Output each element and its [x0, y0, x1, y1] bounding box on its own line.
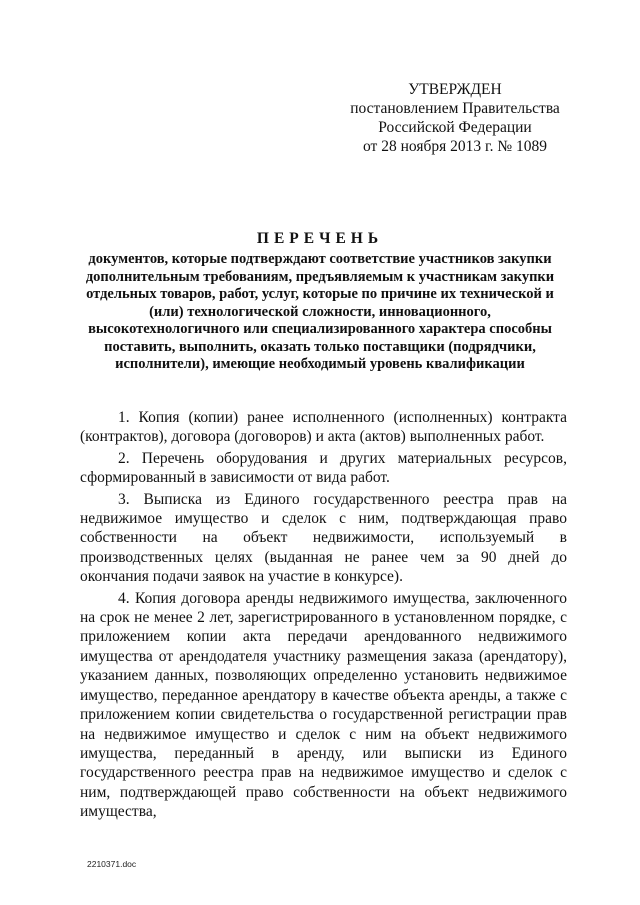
approval-line-1: постановлением Правительства: [350, 100, 560, 117]
list-item-4: 4. Копия договора аренды недвижимого имущества, заключенного на срок не менее 2 лет, зарегистрированного в установленном порядке, с приложением копии акта передачи арендованного недвижимого имущества от арендодателя участнику размещения заказа (арендатору), указанием данных, позволяющих определенно установить недвижимое имущество, переданное арендатору в качестве объекта аренды, а также с приложением копии свидетельства о государственной регистрации прав на недвижимое имущество и сделок с ним на объект недвижимого имущества, переданный в аренду, или выписки из Единого государственного реестра прав на недвижимое имущество и сделок с ним, подтверждающей право собственности на объект недвижимого имущества,: [80, 589, 567, 821]
file-name-footer: 2210371.doc: [87, 859, 137, 869]
document-body: [80, 408, 567, 822]
list-item-3: 3. Выписка из Единого государственного реестра прав на недвижимое имущество и сделок с ним, подтверждающая право собственности на объект недвижимости, используемый в производственных целях (выданная не ранее чем за 90 дней до окончания подачи заявок на участие в конкурсе).: [80, 490, 567, 586]
approval-line-2: Российской Федерации: [378, 119, 532, 136]
approval-line-3: от 28 ноября 2013 г. № 1089: [363, 138, 547, 155]
approval-block: [320, 80, 590, 156]
list-item-2: 2. Перечень оборудования и других материальных ресурсов, сформированный в зависимости от вида работ.: [80, 449, 567, 487]
document-subtitle: документов, которые подтверждают соответствие участников закупки дополнительным требованиям, предъявляемым к участникам закупки отдельных товаров, работ, услуг, которые по причине их технической и (или) технологической сложности, инновационного, высокотехнологичного или специализированного характера способны поставить, выполнить, оказать только поставщики (подрядчики, исполнители), имеющие необходимый уровень квалификации: [85, 251, 555, 372]
approval-status: УТВЕРЖДЕН: [408, 81, 502, 98]
list-item-1: 1. Копия (копии) ранее исполненного (исполненных) контракта (контрактов), договора (договоров) и акта (актов) выполненных работ.: [80, 409, 567, 446]
document-title: ПЕРЕЧЕНЬ: [256, 230, 384, 247]
